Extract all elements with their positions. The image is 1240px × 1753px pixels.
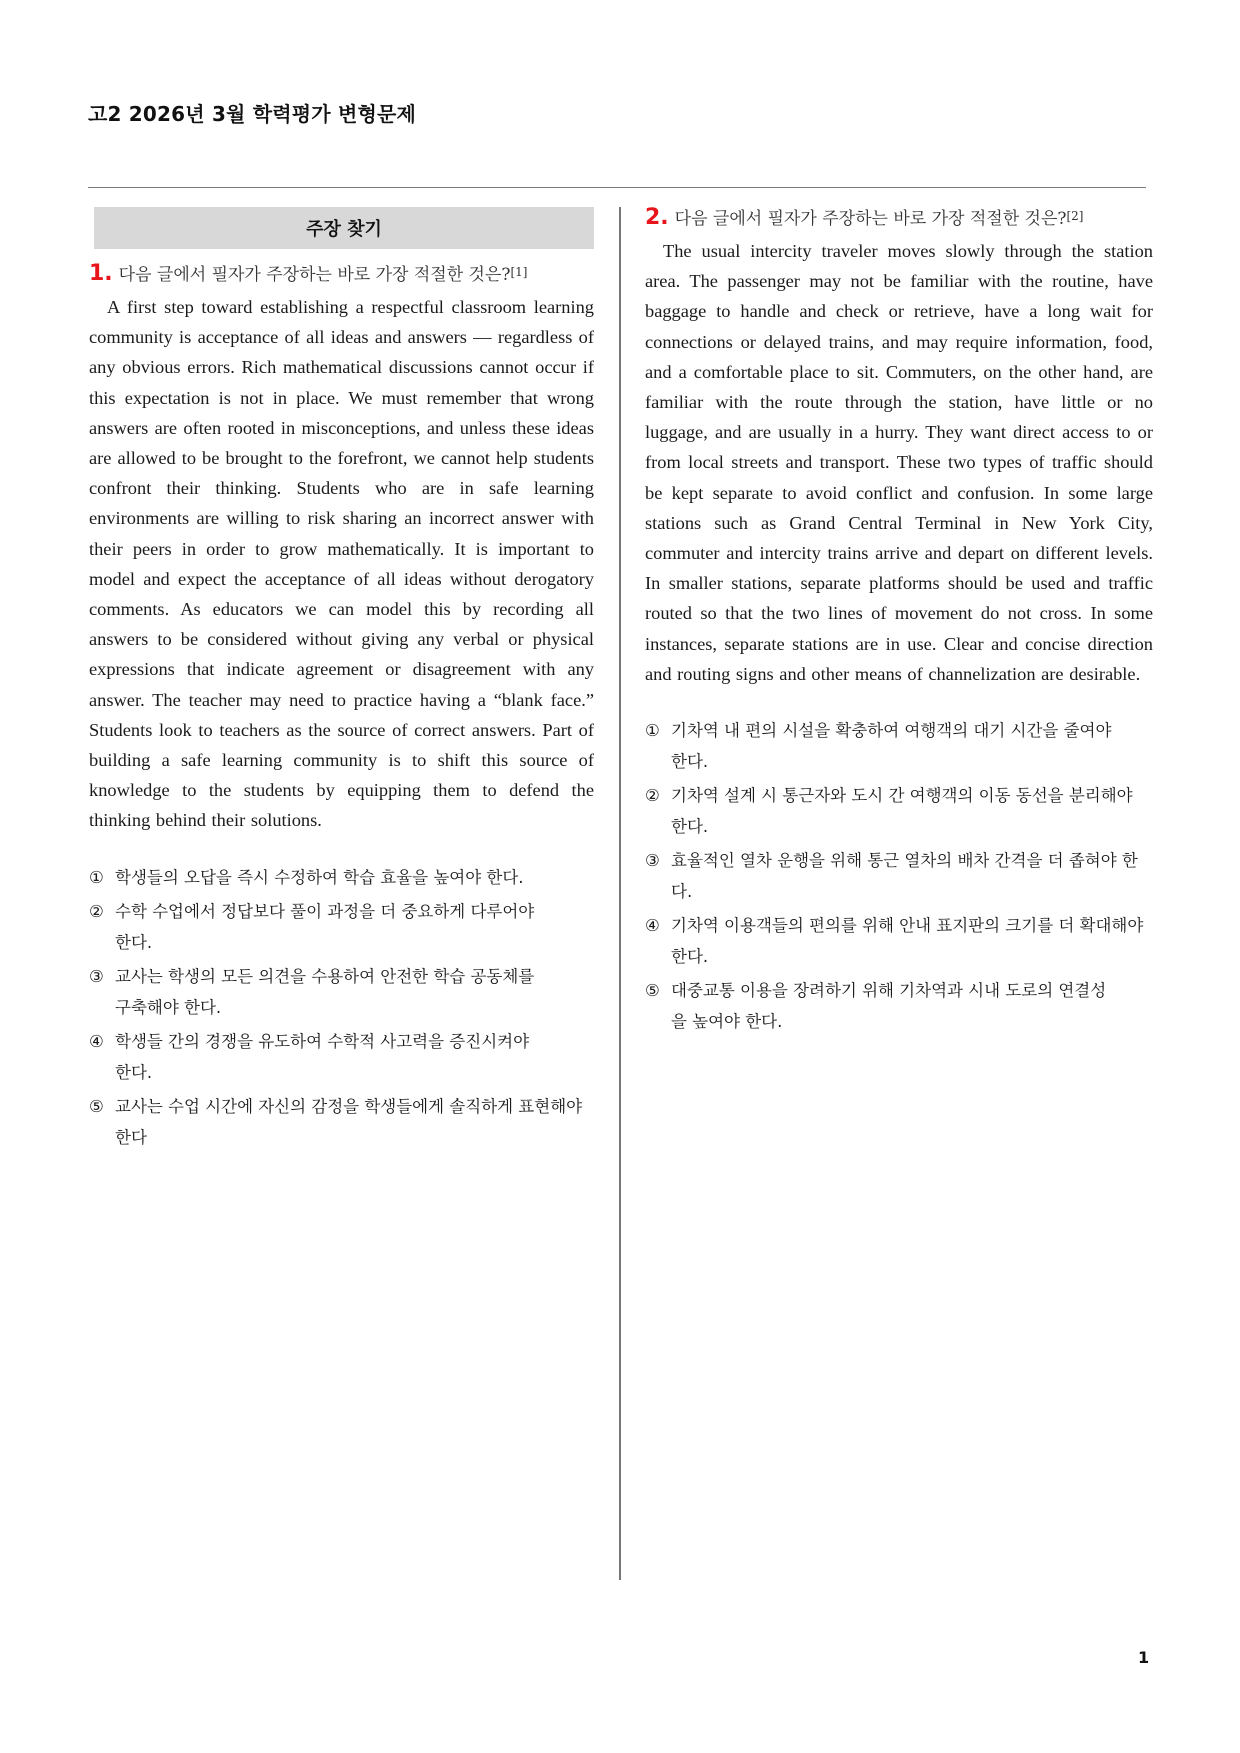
option-mark: ① [89,867,104,887]
page-number: 1 [1138,1648,1150,1667]
question-number: 1. [89,261,113,286]
option-mark: ⑤ [645,981,660,1001]
question-1-header [89,261,594,288]
document-title: 고2 2026년 3월 학력평가 변형문제 [88,102,417,126]
answer-option[interactable] [645,780,1153,842]
option-text: 대중교통 이용을 장려하기 위해 기차역과 시내 도로의 연결성을 높여야 한다. [671,981,1107,1032]
right-column [645,205,1153,1040]
question-reference: [1] [510,265,528,279]
left-column [89,207,594,1156]
option-mark: ① [645,721,660,741]
question-prompt: 다음 글에서 필자가 주장하는 바로 가장 적절한 것은? [674,209,1067,229]
answer-option[interactable] [89,1091,594,1153]
option-text: 교사는 학생의 모든 의견을 수용하여 안전한 학습 공동체를 구축해야 한다. [115,966,535,1017]
question-1-options [89,862,594,1153]
option-text: 학생들 간의 경쟁을 유도하여 수학적 사고력을 증진시켜야 한다. [115,1031,530,1082]
answer-option[interactable] [89,1026,594,1088]
option-text: 효율적인 열차 운행을 위해 통근 열차의 배차 간격을 더 좁혀야 한다. [671,851,1138,902]
answer-option[interactable] [89,961,594,1023]
option-mark: ③ [89,966,104,986]
option-mark: ② [645,786,660,806]
question-prompt: 다음 글에서 필자가 주장하는 바로 가장 적절한 것은? [118,265,511,285]
column-divider [619,207,621,1580]
section-header [94,207,594,249]
answer-option[interactable] [645,845,1153,907]
option-text: 기차역 내 편의 시설을 확충하여 여행객의 대기 시간을 줄여야 한다. [671,721,1112,772]
option-text: 기차역 이용객들의 편의를 위해 안내 표지판의 크기를 더 확대해야 한다. [671,916,1144,967]
option-mark: ③ [645,851,660,871]
option-mark: ④ [89,1031,104,1051]
answer-option[interactable] [645,910,1153,972]
question-number: 2. [645,205,669,230]
section-title: 주장 찾기 [306,219,382,240]
option-mark: ⑤ [89,1096,104,1116]
option-text: 학생들의 오답을 즉시 수정하여 학습 효율을 높여야 한다. [115,867,524,887]
answer-option[interactable] [645,975,1153,1037]
header-divider [88,187,1146,188]
question-2-header [645,205,1153,232]
answer-option[interactable] [89,862,594,893]
option-mark: ② [89,901,104,921]
option-text: 수학 수업에서 정답보다 풀이 과정을 더 중요하게 다루어야 한다. [115,901,535,952]
question-reference: [2] [1066,209,1084,223]
option-text: 기차역 설계 시 통근자와 도시 간 여행객의 이동 동선을 분리해야 한다. [671,786,1133,837]
answer-option[interactable] [89,896,594,958]
question-1-passage: A first step toward establishing a respectful classroom learning community is acceptance of all ideas and answers — regardless of any obvious errors. Rich mathematical discussions cannot occur if this expectation is not in place. We must remember that wrong answers are often rooted in misconceptions, and unless these ideas are allowed to be brought to the forefront, we cannot help students confront their thinking. Students who are in safe learning environments are willing to risk sharing an incorrect answer with their peers in order to grow mathematically. It is important to model and expect the acceptance of all ideas without derogatory comments. As educators we can model this by recording all answers to be considered without giving any verbal or physical expressions that indicate agreement or disagreement with any answer. The teacher may need to practice having a “blank face.” Students look to teachers as the source of correct answers. Part of building a safe learning community is to shift this source of knowledge to the students by equipping them to defend the thinking behind their solutions. [89,297,594,831]
option-text: 교사는 수업 시간에 자신의 감정을 학생들에게 솔직하게 표현해야 한다 [115,1096,583,1147]
option-mark: ④ [645,916,660,936]
question-2-passage: The usual intercity traveler moves slowly through the station area. The passenger may not be familiar with the routine, have baggage to handle and check or retrieve, have a long wait for connections or delayed trains, and may require information, food, and a comfortable place to sit. Commuters, on the other hand, are familiar with the route through the station, have little or no luggage, and are usually in a hurry. They want direct access to or from local streets and transport. These two types of traffic should be kept separate to avoid conflict and confusion. In some large stations such as Grand Central Terminal in New York City, commuter and intercity trains arrive and depart on different levels. In smaller stations, separate platforms should be used and traffic routed so that the two lines of movement do not cross. In some instances, separate stations are in use. Clear and concise direction and routing signs and other means of channelization are desirable. [645,241,1153,684]
question-2-options [645,715,1153,1037]
answer-option[interactable] [645,715,1153,777]
